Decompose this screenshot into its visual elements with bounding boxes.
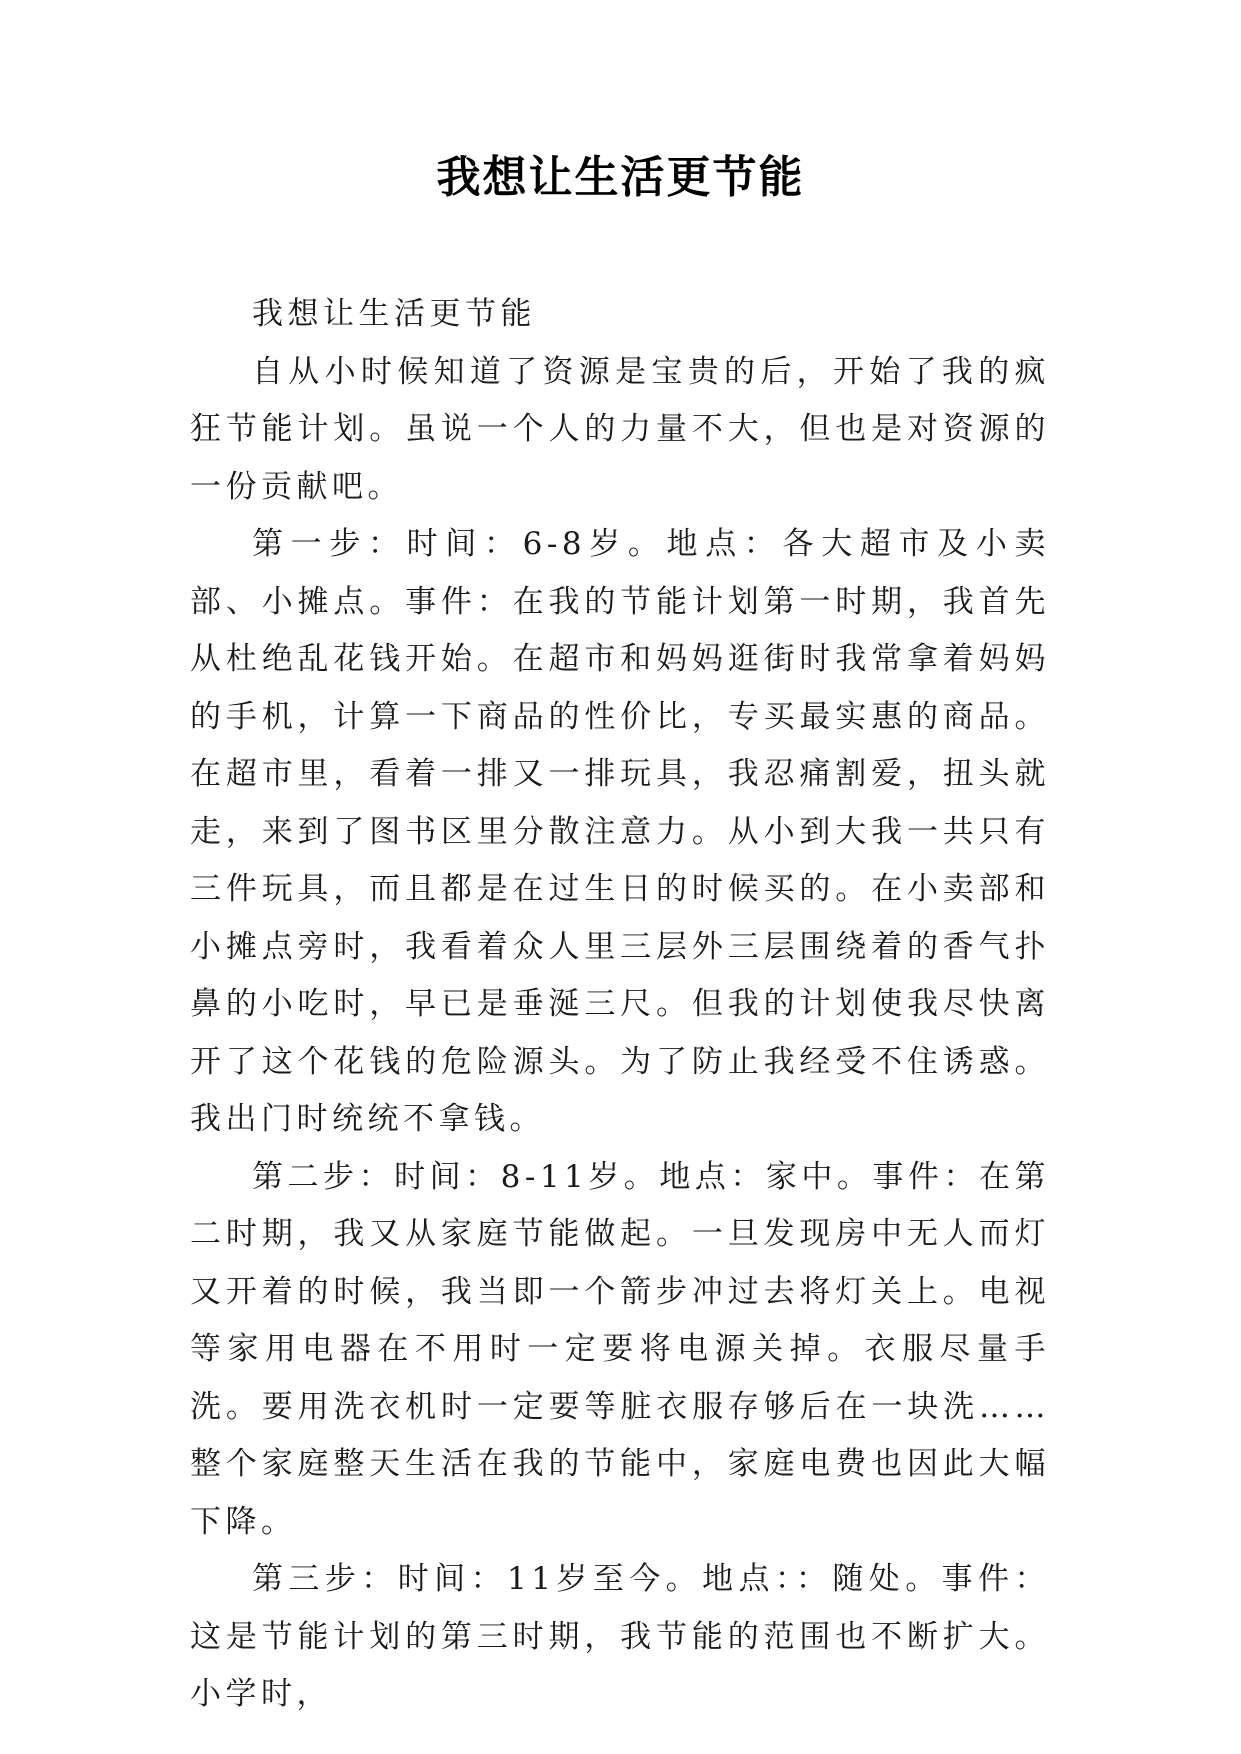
document-body	[190, 286, 1050, 1724]
paragraph-step-two: 第二步：时间：8-11岁。地点：家中。事件：在第二时期，我又从家庭节能做起。一旦发现房中无人而灯又开着的时候，我当即一个箭步冲过去将灯关上。电视等家用电器在不用时一定要将电源关掉。衣服尽量手洗。要用洗衣机时一定要等脏衣服存够后在一块洗……整个家庭整天生活在我的节能中，家庭电费也因此大幅下降。	[190, 1158, 1050, 1540]
document-title: 我想让生活更节能	[436, 152, 805, 203]
paragraph-subtitle: 我想让生活更节能	[252, 296, 536, 332]
paragraph-step-one: 第一步：时间：6-8岁。地点：各大超市及小卖部、小摊点。事件：在我的节能计划第一时期，我首先从杜绝乱花钱开始。在超市和妈妈逛街时我常拿着妈妈的手机，计算一下商品的性价比，专买最实惠的商品。在超市里，看着一排又一排玩具，我忍痛割爱，扭头就走，来到了图书区里分散注意力。从小到大我一共只有三件玩具，而且都是在过生日的时候买的。在小卖部和小摊点旁时，我看着众人里三层外三层围绕着的香气扑鼻的小吃时，早已是垂涎三尺。但我的计划使我尽快离开了这个花钱的危险源头。为了防止我经受不住诱惑。我出门时统统不拿钱。	[190, 526, 1050, 1137]
paragraph-intro: 自从小时候知道了资源是宝贵的后，开始了我的疯狂节能计划。虽说一个人的力量不大，但也是对资源的一份贡献吧。	[190, 353, 1050, 505]
paragraph-step-three: 第三步：时间：11岁至今。地点：：随处。事件：这是节能计划的第三时期，我节能的范围也不断扩大。小学时，	[190, 1561, 1050, 1712]
